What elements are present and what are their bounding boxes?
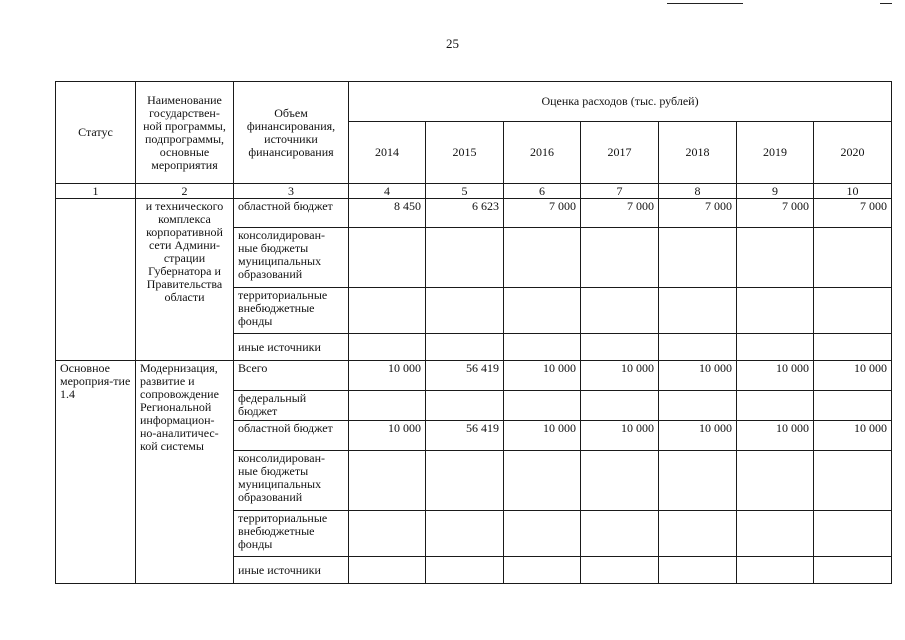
value-cell: 10 000 (814, 361, 892, 391)
value-cell (581, 228, 659, 288)
header-year: 2017 (581, 122, 659, 184)
budget-table (55, 81, 892, 584)
funding-source: областной бюджет (234, 199, 349, 228)
value-cell (349, 391, 426, 421)
funding-source: Всего (234, 361, 349, 391)
value-cell (426, 451, 504, 511)
column-number: 2 (136, 184, 234, 199)
value-cell: 10 000 (814, 421, 892, 451)
value-cell (581, 451, 659, 511)
funding-source: иные источники (234, 557, 349, 584)
value-cell (504, 511, 581, 557)
block1-status (56, 199, 136, 361)
value-cell (504, 391, 581, 421)
value-cell: 10 000 (581, 421, 659, 451)
value-cell (659, 334, 737, 361)
value-cell: 7 000 (659, 199, 737, 228)
value-cell (426, 391, 504, 421)
value-cell (581, 334, 659, 361)
block2-name: Модернизация, развитие и сопровождение Региональной информацион-но-аналитичес-кой системы (136, 361, 234, 584)
value-cell (659, 228, 737, 288)
value-cell (504, 334, 581, 361)
header-status: Статус (56, 82, 136, 184)
value-cell (659, 451, 737, 511)
value-cell (426, 334, 504, 361)
value-cell (504, 288, 581, 334)
value-cell (737, 334, 814, 361)
value-cell: 56 419 (426, 421, 504, 451)
value-cell (349, 451, 426, 511)
column-number: 3 (234, 184, 349, 199)
value-cell: 10 000 (737, 361, 814, 391)
column-number: 4 (349, 184, 426, 199)
value-cell (426, 557, 504, 584)
header-cost-estimate: Оценка расходов (тыс. рублей) (349, 82, 892, 122)
column-number: 9 (737, 184, 814, 199)
column-number: 10 (814, 184, 892, 199)
value-cell (814, 451, 892, 511)
value-cell (814, 228, 892, 288)
column-number: 1 (56, 184, 136, 199)
funding-source: иные источники (234, 334, 349, 361)
value-cell (814, 334, 892, 361)
header-year: 2019 (737, 122, 814, 184)
value-cell: 7 000 (737, 199, 814, 228)
top-rule-right (880, 3, 892, 4)
value-cell (737, 228, 814, 288)
column-number: 5 (426, 184, 504, 199)
value-cell (737, 451, 814, 511)
header-funding-volume: Объем финансирования, источники финансирования (234, 82, 349, 184)
funding-source: консолидирован-ные бюджеты муниципальных образований (234, 451, 349, 511)
value-cell (737, 511, 814, 557)
value-cell (659, 288, 737, 334)
value-cell: 8 450 (349, 199, 426, 228)
value-cell (581, 511, 659, 557)
value-cell (814, 288, 892, 334)
value-cell: 10 000 (581, 361, 659, 391)
value-cell: 56 419 (426, 361, 504, 391)
table-header (56, 82, 892, 199)
value-cell: 10 000 (659, 421, 737, 451)
funding-source: консолидирован-ные бюджеты муниципальных образований (234, 228, 349, 288)
value-cell (659, 557, 737, 584)
value-cell (581, 391, 659, 421)
block2-status: Основное мероприя-тие 1.4 (56, 361, 136, 584)
value-cell (814, 557, 892, 584)
value-cell (814, 511, 892, 557)
value-cell: 10 000 (737, 421, 814, 451)
value-cell: 10 000 (659, 361, 737, 391)
value-cell (814, 391, 892, 421)
value-cell (504, 228, 581, 288)
funding-source: федеральный бюджет (234, 391, 349, 421)
block-1 (56, 199, 892, 361)
value-cell (737, 391, 814, 421)
page-number: 25 (446, 36, 459, 51)
value-cell (426, 511, 504, 557)
header-year: 2016 (504, 122, 581, 184)
value-cell (426, 228, 504, 288)
value-cell (349, 557, 426, 584)
column-number: 6 (504, 184, 581, 199)
column-number: 7 (581, 184, 659, 199)
top-rule (667, 3, 743, 4)
header-year: 2020 (814, 122, 892, 184)
block-2 (56, 361, 892, 584)
value-cell (737, 557, 814, 584)
value-cell (426, 288, 504, 334)
value-cell (349, 334, 426, 361)
value-cell: 7 000 (504, 199, 581, 228)
value-cell (659, 391, 737, 421)
value-cell: 10 000 (349, 361, 426, 391)
funding-source: территориальные внебюджетные фонды (234, 511, 349, 557)
funding-source: областной бюджет (234, 421, 349, 451)
value-cell (349, 511, 426, 557)
column-number: 8 (659, 184, 737, 199)
value-cell: 6 623 (426, 199, 504, 228)
value-cell (581, 557, 659, 584)
value-cell: 7 000 (814, 199, 892, 228)
value-cell: 10 000 (504, 361, 581, 391)
value-cell (581, 288, 659, 334)
value-cell: 10 000 (349, 421, 426, 451)
value-cell (737, 288, 814, 334)
header-year: 2014 (349, 122, 426, 184)
value-cell (504, 451, 581, 511)
value-cell (349, 288, 426, 334)
value-cell (659, 511, 737, 557)
value-cell (349, 228, 426, 288)
value-cell: 10 000 (504, 421, 581, 451)
header-year: 2015 (426, 122, 504, 184)
funding-source: территориальные внебюджетные фонды (234, 288, 349, 334)
header-year: 2018 (659, 122, 737, 184)
block1-name: и технического комплекса корпоративной сети Админи-страции Губернатора и Правительства области (136, 199, 234, 361)
value-cell: 7 000 (581, 199, 659, 228)
header-program-name: Наименование государствен-ной программы, подпрограммы, основные мероприятия (136, 82, 234, 184)
value-cell (504, 557, 581, 584)
